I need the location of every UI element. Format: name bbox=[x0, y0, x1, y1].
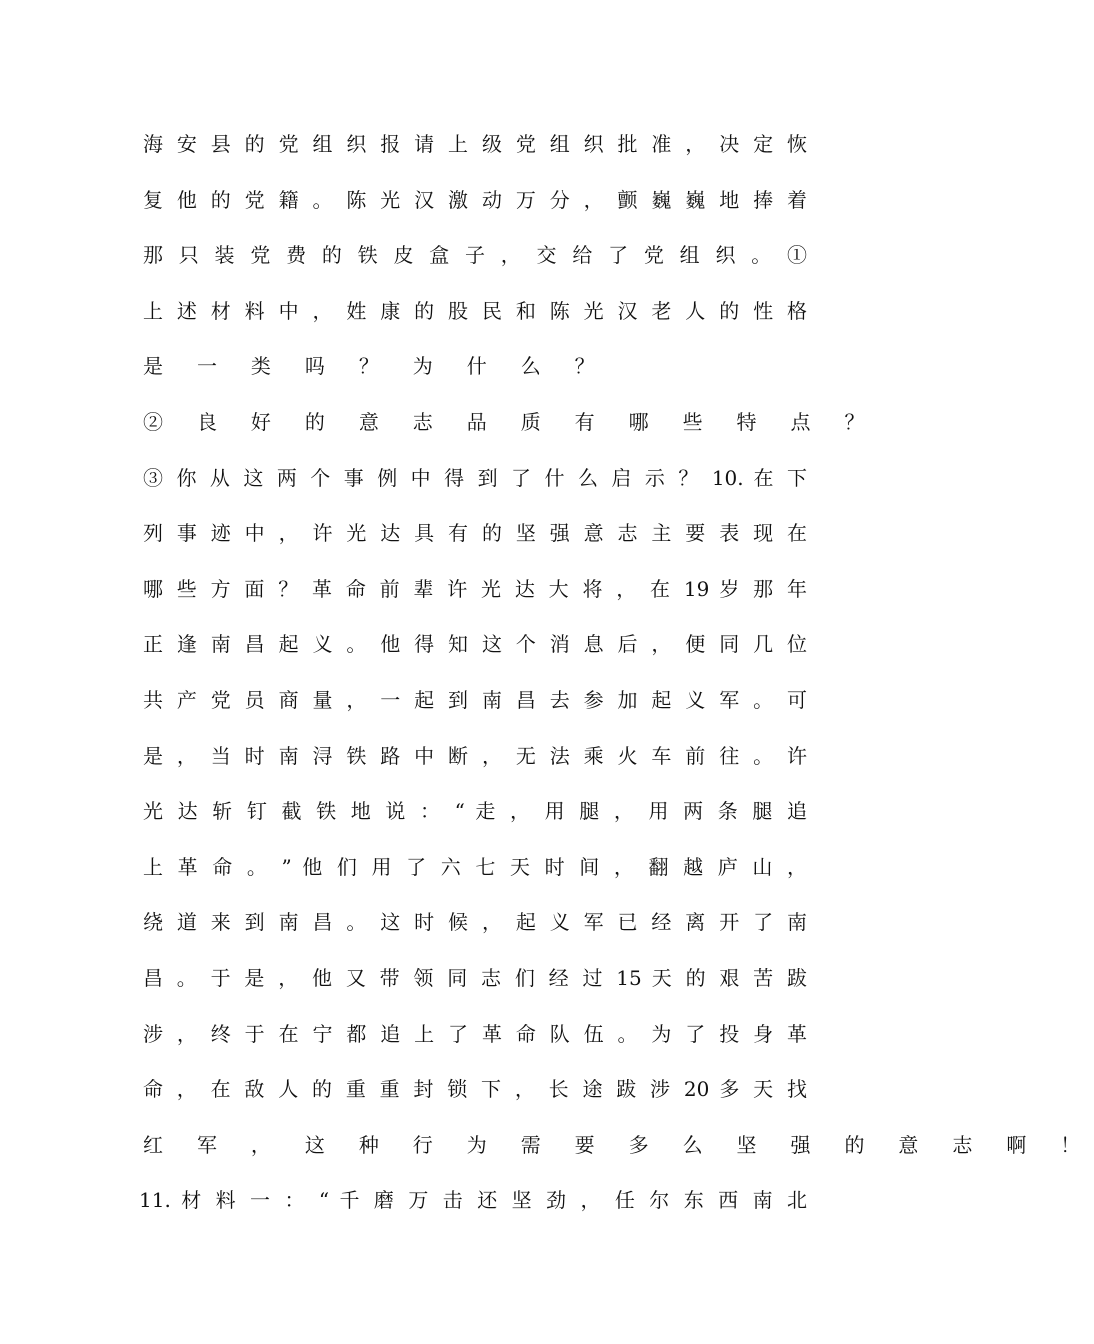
text-line-6 bbox=[143, 402, 879, 458]
text-line-17: 涉 ， 终 于 在 宁 都 追 上 了 革 命 队 伍 。 为 了 投 身 革 bbox=[143, 1021, 807, 1046]
text-line-4: 上 述 材 料 中 ， 姓 康 的 股 民 和 陈 光 汉 老 人 的 性 格 bbox=[143, 298, 807, 323]
text-line-8: 列 事 迹 中 ， 许 光 达 具 有 的 坚 强 意 志 主 要 表 现 在 bbox=[143, 521, 807, 546]
text-line-16: 昌 。 于 是 ， 他 又 带 领 同 志 们 经 过 15 天 的 艰 苦 跋 bbox=[143, 965, 807, 990]
text-line-5-content: 是 一 类 吗 ？ 为 什 么 ？ bbox=[143, 354, 609, 379]
text-line-11: 共 产 党 员 商 量 ， 一 起 到 南 昌 去 参 加 起 义 军 。 可 bbox=[143, 687, 807, 712]
text-line-18: 命 ， 在 敌 人 的 重 重 封 锁 下 ， 长 途 跋 涉 20 多 天 找 bbox=[143, 1077, 807, 1102]
text-line-5 bbox=[143, 346, 807, 402]
text-line-12: 是 ， 当 时 南 浔 铁 路 中 断 ， 无 法 乘 火 车 前 往 。 许 bbox=[143, 743, 807, 768]
text-line-20: 11. 材 料 一 ： “ 千 磨 万 击 还 坚 劲 ， 任 尔 东 西 南 北 bbox=[139, 1188, 807, 1213]
text-line-19 bbox=[143, 1125, 1094, 1181]
text-line-7: ③ 你 从 这 两 个 事 例 中 得 到 了 什 么 启 示 ？ 10. 在 下 bbox=[143, 465, 807, 490]
text-line-19-content: 红 军 ， 这 种 行 为 需 要 多 么 坚 强 的 意 志 啊 ！ bbox=[143, 1132, 1094, 1157]
text-line-2: 复 他 的 党 籍 。 陈 光 汉 激 动 万 分 ， 颤 巍 巍 地 捧 着 bbox=[143, 187, 807, 212]
text-line-3: 那 只 装 党 费 的 铁 皮 盒 子 ， 交 给 了 党 组 织 。 ① bbox=[143, 243, 807, 268]
text-line-13: 光 达 斩 钉 截 铁 地 说 ： “ 走 ， 用 腿 ， 用 两 条 腿 追 bbox=[143, 799, 807, 824]
text-line-15: 绕 道 来 到 南 昌 。 这 时 候 ， 起 义 军 已 经 离 开 了 南 bbox=[143, 910, 807, 935]
text-line-1: 海 安 县 的 党 组 织 报 请 上 级 党 组 织 批 准 ， 决 定 恢 bbox=[143, 132, 807, 156]
text-line-9: 哪 些 方 面 ？ 革 命 前 辈 许 光 达 大 将 ， 在 19 岁 那 年 bbox=[143, 576, 807, 601]
text-line-14: 上 革 命 。 ” 他 们 用 了 六 七 天 时 间 ， 翻 越 庐 山 ， bbox=[143, 854, 807, 879]
document-page bbox=[139, 124, 1094, 1236]
text-line-6-content: ② 良 好 的 意 志 品 质 有 哪 些 特 点 ？ bbox=[143, 409, 879, 434]
text-line-10: 正 逢 南 昌 起 义 。 他 得 知 这 个 消 息 后 ， 便 同 几 位 bbox=[143, 632, 807, 657]
